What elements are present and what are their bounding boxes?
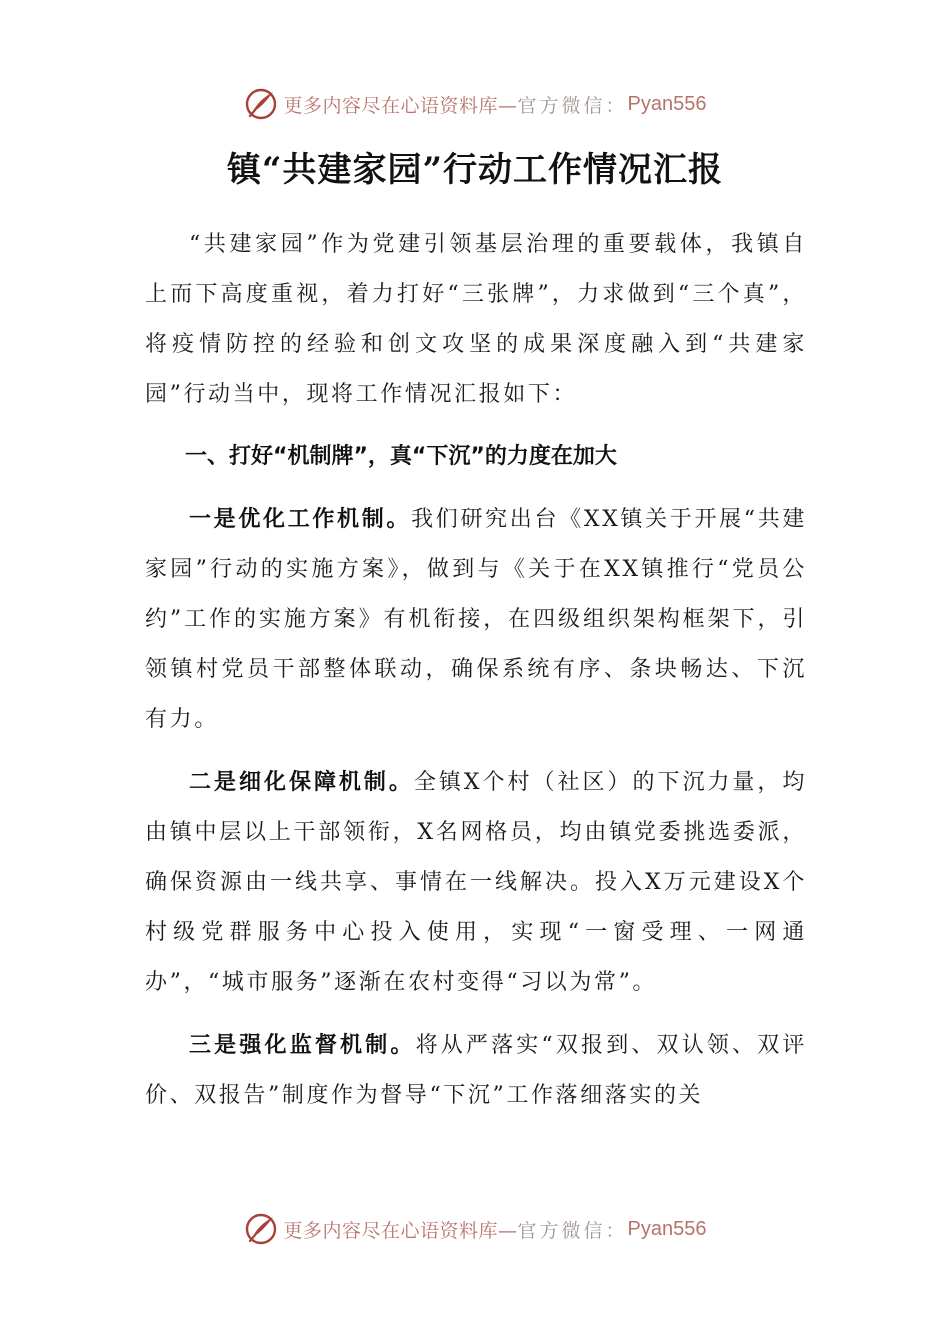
document-title: 镇“共建家园”行动工作情况汇报 bbox=[226, 150, 724, 190]
item-text: 我们研究出台《XX镇关于开展“共建家园”行动的实施方案》，做到与《关于在XX镇推行“党员公约”工作的实施方案》有机衔接，在四级组织架构框架下，引领镇村党员干部整体联动，确保系统有序、条块畅达、下沉有力。 bbox=[145, 507, 807, 732]
banner-slogan: 更多内容尽在心语资料库— bbox=[283, 1219, 518, 1242]
header-banner bbox=[0, 82, 950, 126]
footer-banner bbox=[0, 1207, 950, 1251]
document-body bbox=[145, 220, 807, 1121]
item-lead: 二是细化保障机制。 bbox=[189, 769, 414, 795]
intro-paragraph: “共建家园”作为党建引领基层治理的重要载体，我镇自上而下高度重视，着力打好“三张牌”，力求做到“三个真”，将疫情防控的经验和创文攻坚的成果深度融入到“共建家园”行动当中，现将工作情况汇报如下： bbox=[145, 232, 807, 407]
banner-wechat-label: 官方微信： bbox=[517, 94, 628, 117]
section-item-3 bbox=[145, 1020, 807, 1121]
section-heading: 一、打好“机制牌”，真“下沉”的力度在加大 bbox=[185, 444, 617, 469]
item-text: 将从严落实“双报到、双认领、双评价、双报告”制度作为督导“下沉”工作落细落实的关 bbox=[145, 1033, 807, 1108]
banner-wechat-label: 官方微信： bbox=[517, 1219, 628, 1242]
item-text: 全镇X个村（社区）的下沉力量，均由镇中层以上干部领衔，X名网格员，均由镇党委挑选委派，确保资源由一线共享、事情在一线解决。投入X万元建设X个村级党群服务中心投入使用，实现“一窗受理、一网通办”，“城市服务”逐渐在农村变得“习以为常”。 bbox=[145, 770, 807, 995]
section-item-1 bbox=[145, 494, 807, 745]
banner-wechat-id: Pyan556 bbox=[627, 92, 707, 115]
quill-pen-logo-icon bbox=[244, 1212, 278, 1246]
item-lead: 三是强化监督机制。 bbox=[189, 1032, 416, 1058]
banner-slogan: 更多内容尽在心语资料库— bbox=[283, 94, 518, 117]
quill-pen-logo-icon bbox=[244, 87, 278, 121]
banner-wechat-id: Pyan556 bbox=[627, 1217, 707, 1240]
section-item-2 bbox=[145, 757, 807, 1008]
item-lead: 一是优化工作机制。 bbox=[189, 506, 412, 532]
